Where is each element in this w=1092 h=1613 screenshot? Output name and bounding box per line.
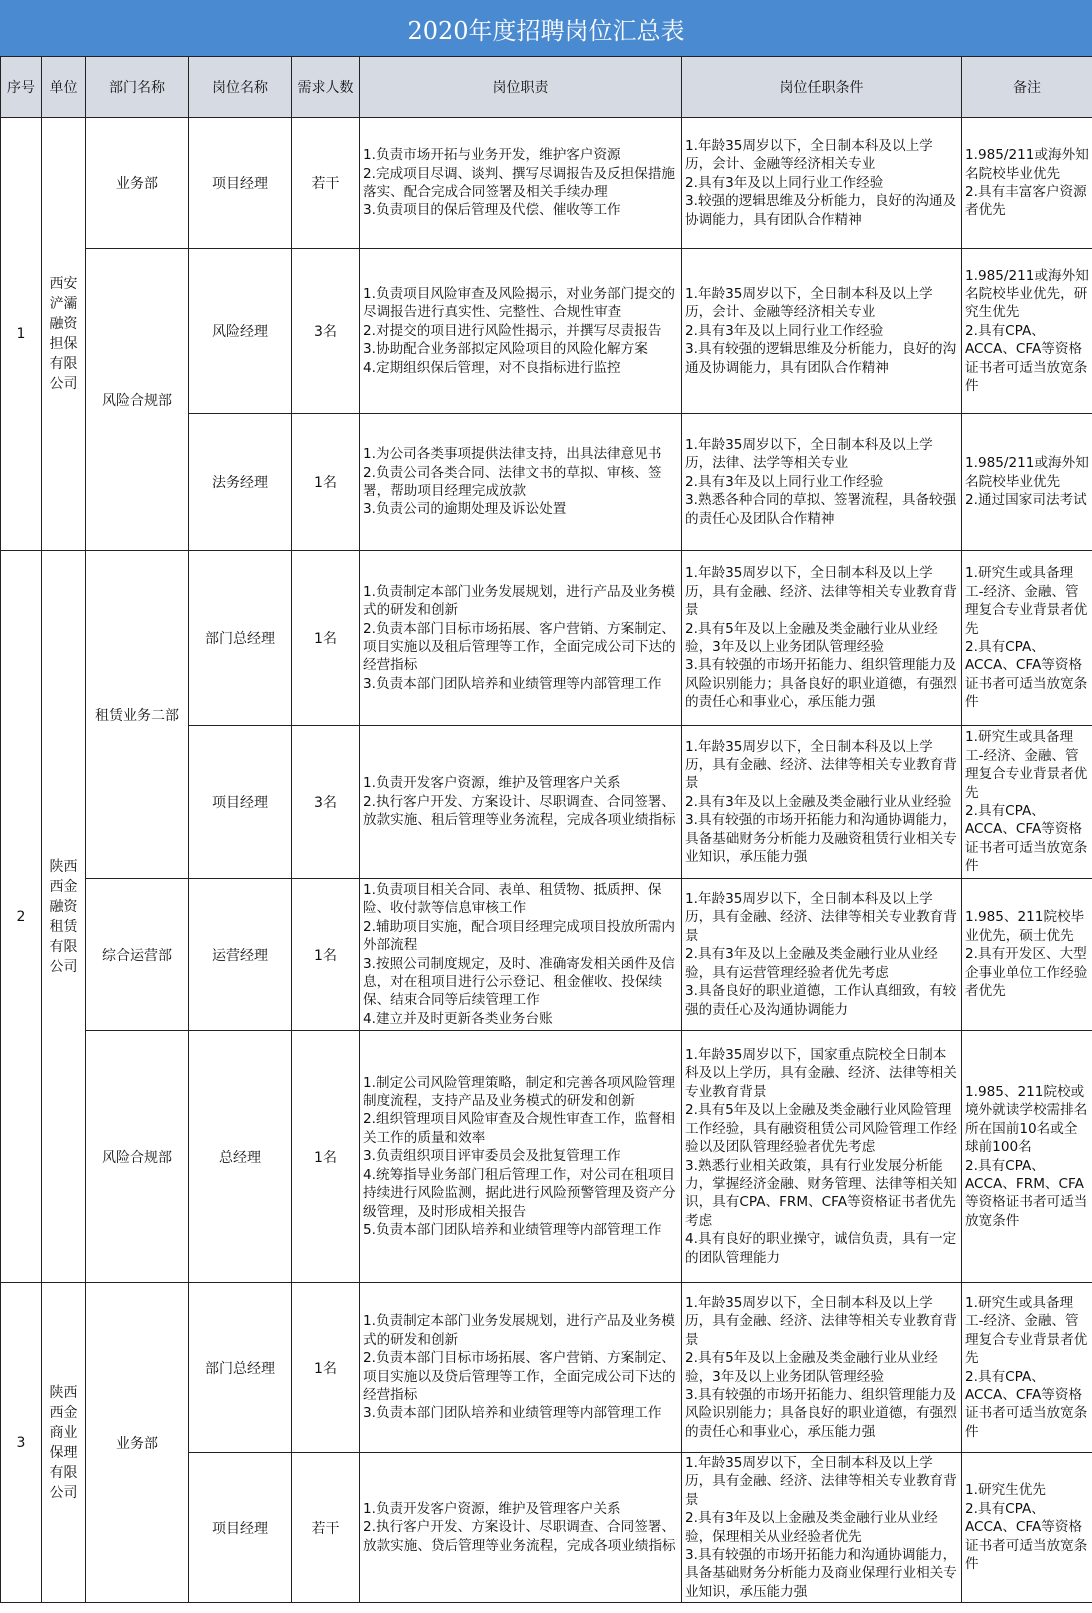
cell-line: 1.年龄35周岁以下，全日制本科及以上学历，会计、金融等经济相关专业 <box>685 137 933 173</box>
unit-name: 陕西西金商业保理有限公司 <box>42 1283 86 1603</box>
cell-line: 3.负责本部门团队培养和业绩管理等内部管理工作 <box>363 675 662 692</box>
cell-line: 2.对提交的项目进行风险性揭示，并撰写尽责报告 <box>363 322 662 339</box>
table-row <box>1 879 1092 1031</box>
cell-line: 4.具有良好的职业操守，诚信负责，具有一定的团队管理能力 <box>685 1231 957 1266</box>
header-count: 需求人数 <box>292 57 360 118</box>
cell-line: 3.按照公司制度规定，及时、准确寄发相关函件及信息，对在租项目进行公示登记、租金催收、投保续保、结束合同等后续管理工作 <box>363 955 676 1009</box>
header-row <box>1 57 1092 118</box>
unit-name: 陕西西金融资租赁有限公司 <box>42 551 86 1283</box>
cell-line: 2.具有丰富客户资源者优先 <box>965 184 1087 219</box>
cell-line: 3.具有较强的逻辑思维及分析能力，良好的沟通及协调能力，具有团队合作精神 <box>685 341 957 376</box>
cell-line: 1.年龄35周岁以下，全日制本科及以上学历，具有金融、经济、法律等相关专业教育背景 <box>685 565 957 619</box>
cell-line: 2.具有5年及以上金融及类金融行业从业经验，3年及以上业务团队管理经验 <box>685 1350 938 1385</box>
cell-line: 2.执行客户开发、方案设计、尽职调查、合同签署、放款实施、租后管理等业务流程，完成各项业绩指标 <box>363 793 676 829</box>
position-name: 项目经理 <box>189 118 292 249</box>
cell-line: 2.具有CPA、ACCA、CFA等资格证书者可适当放宽条件 <box>965 639 1088 711</box>
position-name: 总经理 <box>189 1031 292 1283</box>
cell-line: 3.具有较强的市场开拓能力和沟通协调能力，具备基础财务分析能力及融资租赁行业相关专业知识，承压能力强 <box>685 812 957 866</box>
cell-line: 2.具有3年及以上同行业工作经验 <box>685 473 884 490</box>
cell-line: 1.为公司各类事项提供法律支持，出具法律意见书 <box>363 446 662 463</box>
notes-cell <box>962 1031 1092 1283</box>
position-name: 项目经理 <box>189 1453 292 1603</box>
cell-line: 2.具有CPA、ACCA、FRM、CFA等资格证书者可适当放宽条件 <box>965 1157 1088 1229</box>
cell-line: 2.具有CPA、ACCA、CFA等资格证书者可适当放宽条件 <box>965 1368 1088 1440</box>
table-row <box>1 118 1092 249</box>
cell-line: 2.执行客户开发、方案设计、尽职调查、合同签署、放款实施、贷后管理等业务流程，完成各项业绩指标 <box>363 1519 676 1554</box>
cell-line: 2.具有5年及以上金融及类金融行业风险管理工作经验，具有融资租赁公司风险管理工作经验以及团队管理经验者优先考虑 <box>685 1102 957 1156</box>
cell-line: 3.负责项目的保后管理及代偿、催收等工作 <box>363 202 621 219</box>
cell-line: 1.负责制定本部门业务发展规划，进行产品及业务模式的研发和创新 <box>363 1313 676 1348</box>
cell-line: 3.协助配合业务部拟定风险项目的风险化解方案 <box>363 341 648 358</box>
cell-line: 5.负责本部门团队培养和业绩管理等内部管理工作 <box>363 1221 662 1238</box>
cell-line: 3.具有较强的市场开拓能力、组织管理能力及风险识别能力；具备良好的职业道德，有强烈的责任心和事业心，承压能力强 <box>685 1386 957 1440</box>
duties-cell <box>360 1031 682 1283</box>
cell-line: 1.研究生或具备理工-经济、金融、管理复合专业背景者优先 <box>965 729 1088 801</box>
cell-line: 2.完成项目尽调、谈判、撰写尽调报告及反担保措施落实、配合完成合同签署及相关手续办理 <box>363 165 676 200</box>
requirements-cell <box>682 551 962 726</box>
cell-line: 1.负责开发客户资源，维护及管理客户关系 <box>363 775 621 792</box>
cell-line: 1.负责项目风险审查及风险揭示，对业务部门提交的尽调报告进行真实性、完整性、合规性审查 <box>363 285 676 321</box>
position-name: 项目经理 <box>189 726 292 879</box>
cell-line: 1.年龄35周岁以下，国家重点院校全日制本科及以上学历，具有金融、经济、法律等相关专业教育背景 <box>685 1047 957 1100</box>
cell-line: 2.具有开发区、大型企事业单位工作经验者优先 <box>965 946 1088 1000</box>
row-no: 3 <box>1 1283 42 1603</box>
notes-cell <box>962 414 1092 551</box>
cell-line: 3.熟悉行业相关政策，具有行业发展分析能力，掌握经济金融、财务管理、法律等相关知识，具有CPA、FRM、CFA等资格证书者优先考虑 <box>685 1157 957 1229</box>
cell-line: 1.制定公司风险管理策略，制定和完善各项风险管理制度流程，支持产品及业务模式的研发和创新 <box>363 1074 676 1110</box>
page-title: 2020年度招聘岗位汇总表 <box>0 0 1092 57</box>
cell-line: 2.负责本部门目标市场拓展、客户营销、方案制定、项目实施以及贷后管理等工作，全面完成公司下达的经营指标 <box>363 1350 676 1403</box>
cell-line: 3.熟悉各种合同的草拟、签署流程，具备较强的责任心及团队合作精神 <box>685 492 957 527</box>
headcount: 1名 <box>292 551 360 726</box>
header-dept: 部门名称 <box>86 57 189 118</box>
dept-name: 业务部 <box>86 1283 189 1603</box>
requirements-cell <box>682 1453 962 1603</box>
requirements-cell <box>682 118 962 249</box>
cell-line: 2.负责本部门目标市场拓展、客户营销、方案制定、项目实施以及租后管理等工作，全面完成公司下达的经营指标 <box>363 620 676 674</box>
notes-cell <box>962 1453 1092 1603</box>
headcount: 若干 <box>292 1453 360 1603</box>
dept-name: 综合运营部 <box>86 879 189 1031</box>
dept-name: 风险合规部 <box>86 249 189 551</box>
cell-line: 1.年龄35周岁以下，全日制本科及以上学历，具有金融、经济、法律等相关专业教育背景 <box>685 738 957 792</box>
recruitment-table <box>0 56 1092 1603</box>
cell-line: 1.985/211或海外知名院校毕业优先 <box>965 147 1089 182</box>
header-no: 序号 <box>1 57 42 118</box>
table-row <box>1 551 1092 726</box>
position-name: 部门总经理 <box>189 1283 292 1453</box>
cell-line: 4.定期组织保后管理，对不良指标进行监控 <box>363 359 621 376</box>
dept-name: 风险合规部 <box>86 1031 189 1283</box>
cell-line: 1.年龄35周岁以下，全日制本科及以上学历，具有金融、经济、法律等相关专业教育背景 <box>685 1294 957 1348</box>
notes-cell <box>962 879 1092 1031</box>
requirements-cell <box>682 726 962 879</box>
cell-line: 1.负责项目相关合同、表单、租赁物、抵质押、保险、收付款等信息审核工作 <box>363 881 662 917</box>
position-name: 运营经理 <box>189 879 292 1031</box>
cell-line: 2.具有CPA、ACCA、CFA等资格证书者可适当放宽条件 <box>965 803 1088 875</box>
cell-line: 3.具有较强的市场开拓能力和沟通协调能力，具备基础财务分析能力及商业保理行业相关专业知识，承压能力强 <box>685 1546 957 1600</box>
cell-line: 1.年龄35周岁以下，全日制本科及以上学历，法律、法学等相关专业 <box>685 436 933 472</box>
duties-cell <box>360 118 682 249</box>
cell-line: 3.负责组织项目评审委员会及批复管理工作 <box>363 1148 621 1165</box>
headcount: 1名 <box>292 1031 360 1283</box>
dept-name: 租赁业务二部 <box>86 551 189 879</box>
unit-name: 西安浐灞融资担保有限公司 <box>42 118 86 551</box>
requirements-cell <box>682 1283 962 1453</box>
cell-line: 4.统筹指导业务部门租后管理工作，对公司在租项目持续进行风险监测，据此进行风险预警管理及资产分级管理，及时形成相关报告 <box>363 1166 676 1220</box>
cell-line: 1.985/211或海外知名院校毕业优先，研究生优先 <box>965 267 1089 321</box>
cell-line: 2.具有CPA、ACCA、CFA等资格证书者可适当放宽条件 <box>965 322 1088 395</box>
row-no: 2 <box>1 551 42 1283</box>
duties-cell <box>360 1453 682 1603</box>
duties-cell <box>360 1283 682 1453</box>
cell-line: 2.具有CPA、ACCA、CFA等资格证书者可适当放宽条件 <box>965 1500 1088 1573</box>
cell-line: 2.负责公司各类合同、法律文书的草拟、审核、签署，帮助项目经理完成放款 <box>363 464 662 499</box>
notes-cell <box>962 118 1092 249</box>
header-requirements: 岗位任职条件 <box>682 57 962 118</box>
cell-line: 1.负责制定本部门业务发展规划，进行产品及业务模式的研发和创新 <box>363 583 676 619</box>
headcount: 若干 <box>292 118 360 249</box>
row-no: 1 <box>1 118 42 551</box>
header-notes: 备注 <box>962 57 1092 118</box>
requirements-cell <box>682 249 962 414</box>
cell-line: 1.负责开发客户资源，维护及管理客户关系 <box>363 1500 621 1517</box>
cell-line: 3.具有较强的市场开拓能力、组织管理能力及风险识别能力；具备良好的职业道德，有强烈的责任心和事业心，承压能力强 <box>685 657 957 711</box>
position-name: 法务经理 <box>189 414 292 551</box>
cell-line: 2.具有3年及以上同行业工作经验 <box>685 174 884 191</box>
duties-cell <box>360 551 682 726</box>
notes-cell <box>962 726 1092 879</box>
header-unit: 单位 <box>42 57 86 118</box>
cell-line: 1.年龄35周岁以下，全日制本科及以上学历，会计、金融等经济相关专业 <box>685 285 933 321</box>
cell-line: 1.985/211或海外知名院校毕业优先 <box>965 455 1089 490</box>
cell-line: 3.具备良好的职业道德，工作认真细致，有较强的责任心及沟通协调能力 <box>685 983 957 1018</box>
duties-cell <box>360 726 682 879</box>
cell-line: 1.985、211院校或境外就读学校需排名所在国前10名或全球前100名 <box>965 1083 1088 1156</box>
cell-line: 4.建立并及时更新各类业务台账 <box>363 1010 553 1027</box>
cell-line: 1.研究生优先 <box>965 1482 1046 1499</box>
cell-line: 3.负责公司的逾期处理及诉讼处置 <box>363 501 567 518</box>
cell-line: 2.通过国家司法考试 <box>965 492 1087 509</box>
position-name: 风险经理 <box>189 249 292 414</box>
duties-cell <box>360 414 682 551</box>
duties-cell <box>360 879 682 1031</box>
cell-line: 2.具有3年及以上同行业工作经验 <box>685 322 884 339</box>
headcount: 3名 <box>292 249 360 414</box>
cell-line: 2.辅助项目实施，配合项目经理完成项目投放所需内外部流程 <box>363 918 676 954</box>
requirements-cell <box>682 1031 962 1283</box>
notes-cell <box>962 551 1092 726</box>
requirements-cell <box>682 879 962 1031</box>
headcount: 1名 <box>292 1283 360 1453</box>
cell-line: 1.年龄35周岁以下，全日制本科及以上学历，具有金融、经济、法律等相关专业教育背景 <box>685 1454 957 1508</box>
cell-line: 3.较强的逻辑思维及分析能力，良好的沟通及协调能力，具有团队合作精神 <box>685 193 957 228</box>
duties-cell <box>360 249 682 414</box>
cell-line: 1.研究生或具备理工-经济、金融、管理复合专业背景者优先 <box>965 1294 1088 1367</box>
table-row <box>1 1031 1092 1283</box>
requirements-cell <box>682 414 962 551</box>
position-name: 部门总经理 <box>189 551 292 726</box>
table-row <box>1 249 1092 414</box>
cell-line: 2.具有3年及以上金融及类金融行业从业经验，具有运营管理经验者优先考虑 <box>685 946 938 981</box>
notes-cell <box>962 249 1092 414</box>
cell-line: 2.具有5年及以上金融及类金融行业从业经验，3年及以上业务团队管理经验 <box>685 620 938 655</box>
cell-line: 1.研究生或具备理工-经济、金融、管理复合专业背景者优先 <box>965 565 1088 637</box>
cell-line: 2.组织管理项目风险审查及合规性审查工作，监督相关工作的质量和效率 <box>363 1111 676 1146</box>
cell-line: 1.负责市场开拓与业务开发，维护客户资源 <box>363 147 621 164</box>
table-row <box>1 1283 1092 1453</box>
cell-line: 1.年龄35周岁以下，全日制本科及以上学历，具有金融、经济、法律等相关专业教育背景 <box>685 891 957 944</box>
headcount: 3名 <box>292 726 360 879</box>
header-position: 岗位名称 <box>189 57 292 118</box>
headcount: 1名 <box>292 414 360 551</box>
dept-name: 业务部 <box>86 118 189 249</box>
cell-line: 2.具有3年及以上金融及类金融行业从业经验，保理相关从业经验者优先 <box>685 1510 938 1545</box>
cell-line: 1.985、211院校毕业优先，硕士优先 <box>965 909 1085 944</box>
notes-cell <box>962 1283 1092 1453</box>
cell-line: 3.负责本部门团队培养和业绩管理等内部管理工作 <box>363 1405 662 1422</box>
cell-line: 2.具有3年及以上金融及类金融行业从业经验 <box>685 793 952 810</box>
headcount: 1名 <box>292 879 360 1031</box>
header-duties: 岗位职责 <box>360 57 682 118</box>
